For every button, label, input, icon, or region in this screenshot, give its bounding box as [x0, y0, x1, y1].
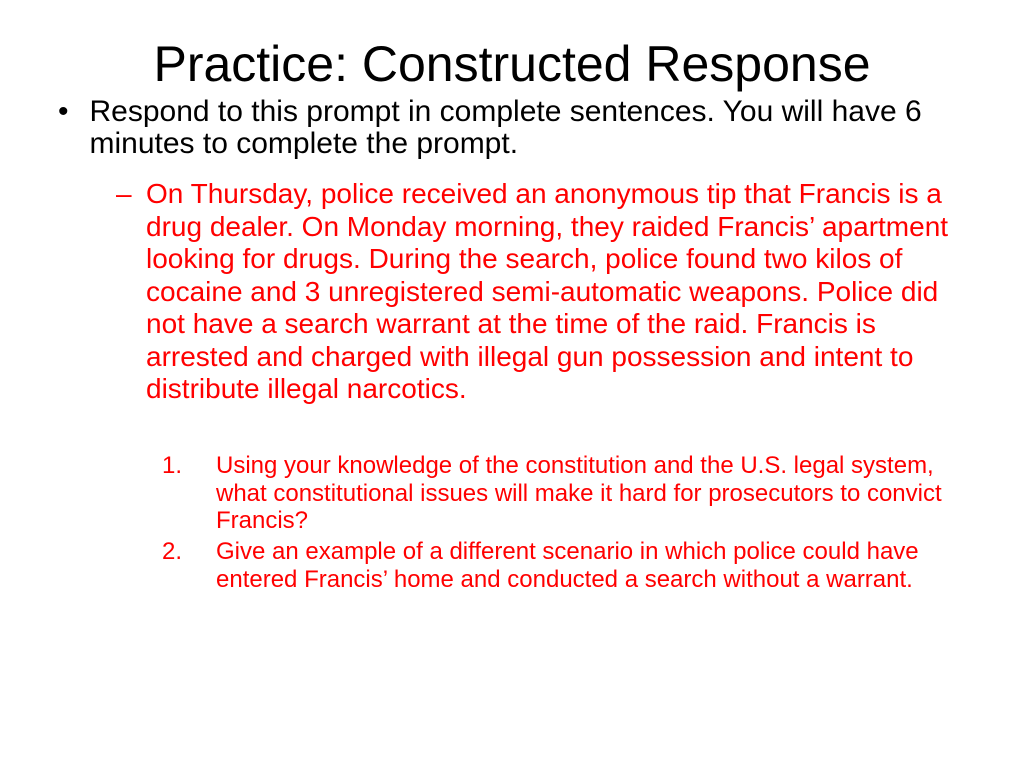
dash-marker: –	[116, 178, 132, 209]
scenario-text: On Thursday, police received an anonymous tip that Francis is a drug dealer. On Monday morning, they raided Francis’ apartment looking for drugs. During the search, police found two kilos of cocaine and 3 unregistered semi-automatic weapons. Police did not have a search warrant at the time of the raid. Francis is arrested and charged with illegal gun possession and intent to distribute illegal narcotics.	[146, 178, 949, 404]
question-number: 2.	[162, 538, 183, 565]
question-number: 1.	[162, 452, 183, 479]
question-item-2	[158, 538, 978, 593]
question-text: Give an example of a different scenario in which police could have entered Francis’ home and conducted a search without a warrant.	[216, 538, 919, 593]
scenario-subbullet	[116, 178, 976, 406]
question-text: Using your knowledge of the constitution and the U.S. legal system, what constitutional issues will make it hard for prosecutors to convict Francis?	[216, 452, 942, 534]
instruction-text: Respond to this prompt in complete sentences. You will have 6 minutes to complete the prompt.	[89, 95, 922, 160]
slide-title: Practice: Constructed Response	[153, 36, 871, 92]
instruction-bullet	[58, 96, 998, 160]
bullet-marker: •	[58, 95, 69, 128]
question-item-1	[158, 452, 978, 535]
